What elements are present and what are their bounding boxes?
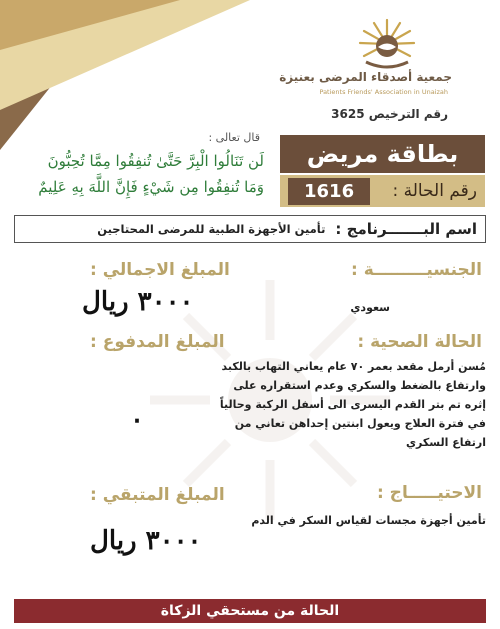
org-name-arabic: جمعية أصدقاء المرضى بعنيزة [279, 70, 452, 84]
nationality-value: سعودي [350, 301, 390, 314]
need-value: تأمين أجهزة مجسات لقياس السكر في الدم [251, 514, 486, 527]
total-amount-label: المبلغ الاجمالي : [90, 260, 230, 280]
program-value: تأمين الأجهزة الطبية للمرضى المحتاجين [97, 222, 326, 236]
program-label: اسم البـــــــرنامج : [335, 220, 477, 238]
paid-amount-label: المبلغ المدفوع : [90, 332, 225, 352]
license-number: رقم الترخيص 3625 [331, 107, 448, 121]
health-line: إثره تم بتر القدم اليسرى الى أسفل الركبة وحالياً [219, 398, 486, 411]
remaining-amount-label: المبلغ المتبقي : [90, 485, 225, 505]
health-status-label: الحالة الصحية : [357, 332, 482, 352]
health-line: وارتفاع بالضغط والسكري وعدم استقراره على [233, 379, 486, 392]
zakat-footer-banner: الحالة من مستحقي الزكاة [14, 599, 486, 623]
association-logo-icon [352, 16, 422, 72]
health-line: في فترة العلاج ويعول ابنتين إحداهن تعاني من [234, 417, 486, 430]
total-amount-value: ٣٠٠٠ ريال [82, 287, 194, 317]
program-box [14, 215, 486, 243]
case-number-label: رقم الحالة : [392, 181, 477, 201]
verse-intro: قال تعالى : [208, 131, 260, 144]
health-line: مُسن أرمل مقعد بعمر ٧٠ عام يعاني التهاب بالكبد [221, 360, 486, 373]
remaining-amount-value: ٣٠٠٠ ريال [90, 526, 202, 556]
card-title: بطاقة مريض [280, 135, 485, 173]
nationality-label: الجنسيـــــــــة : [351, 260, 482, 280]
corner-decoration-mid [0, 0, 180, 50]
health-status-text [196, 357, 486, 452]
paid-amount-value: ٠ [130, 405, 144, 435]
need-label: الاحتيـــــاج : [376, 483, 482, 503]
case-number-row [280, 175, 485, 207]
health-line: ارتفاع السكري [405, 436, 486, 449]
verse-line-1: لَن تَنَالُوا الْبِرَّ حَتَّىٰ تُنفِقُوا مِمَّا تُحِبُّونَ [47, 152, 264, 170]
org-name-english: Patients Friends' Association in Unaizah [319, 88, 448, 96]
case-number-value: 1616 [288, 178, 370, 205]
verse-line-2: وَمَا تُنفِقُوا مِن شَيْءٍ فَإِنَّ اللَّهَ بِهِ عَلِيمٌ [38, 178, 264, 196]
